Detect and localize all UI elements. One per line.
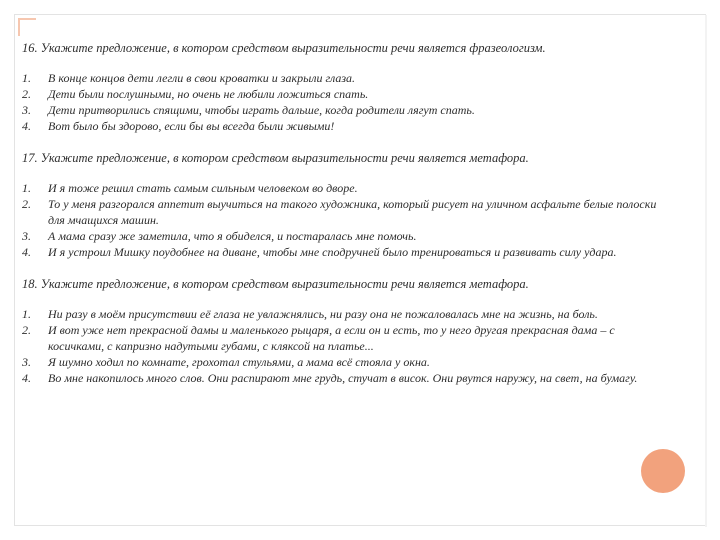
- answer-option: [22, 180, 672, 196]
- option-number: 1.: [22, 71, 31, 85]
- right-edge-rule: [705, 15, 707, 527]
- option-text: Вот было бы здорово, если бы вы всегда были живыми!: [48, 119, 335, 133]
- question-17: [22, 150, 672, 260]
- accent-circle-decoration: [641, 449, 685, 493]
- answer-option: [22, 86, 672, 102]
- option-text: И я устроил Мишку поудобнее на диване, чтобы мне сподручней было тренироваться и развивать силу удара.: [48, 245, 617, 259]
- answer-option: [22, 118, 672, 134]
- option-number: 1.: [22, 307, 31, 321]
- answer-option: [22, 322, 672, 354]
- option-number: 2.: [22, 323, 31, 337]
- answer-option: [22, 102, 672, 118]
- question-16: [22, 40, 672, 134]
- option-text: В конце концов дети легли в свои кроватки и закрыли глаза.: [48, 71, 356, 85]
- option-text: А мама сразу же заметила, что я обиделся, и постаралась мне помочь.: [48, 229, 417, 243]
- answer-list: [22, 70, 672, 134]
- answer-option: [22, 70, 672, 86]
- option-text: Дети были послушными, но очень не любили ложиться спать.: [48, 87, 369, 101]
- option-number: 2.: [22, 87, 31, 101]
- option-number: 3.: [22, 103, 31, 117]
- option-text: То у меня разгорался аппетит выучиться на такого художника, который рисует на уличном асфальте белые полоски для мчащихся машин.: [48, 197, 657, 227]
- slide-content: [22, 40, 672, 402]
- option-text: Ни разу в моём присутствии её глаза не увлажнялись, ни разу она не пожаловалась мне на жизнь, на боль.: [48, 307, 598, 321]
- answer-list: [22, 306, 672, 386]
- corner-decoration: [18, 18, 36, 36]
- option-number: 4.: [22, 245, 31, 259]
- question-title: 17. Укажите предложение, в котором средством выразительности речи является метафора.: [22, 151, 529, 165]
- answer-option: [22, 228, 672, 244]
- question-title: 16. Укажите предложение, в котором средством выразительности речи является фразеологизм.: [22, 41, 546, 55]
- answer-option: [22, 370, 672, 386]
- answer-option: [22, 196, 672, 228]
- option-number: 3.: [22, 355, 31, 369]
- answer-option: [22, 354, 672, 370]
- option-text: Дети притворились спящими, чтобы играть дальше, когда родители лягут спать.: [48, 103, 475, 117]
- option-number: 2.: [22, 197, 31, 211]
- answer-list: [22, 180, 672, 260]
- option-text: И я тоже решил стать самым сильным человеком во дворе.: [48, 181, 358, 195]
- answer-option: [22, 306, 672, 322]
- option-number: 1.: [22, 181, 31, 195]
- question-title: 18. Укажите предложение, в котором средством выразительности речи является метафора.: [22, 277, 529, 291]
- answer-option: [22, 244, 672, 260]
- option-number: 4.: [22, 371, 31, 385]
- option-text: Во мне накопилось много слов. Они распирают мне грудь, стучат в висок. Они рвутся наружу, на свет, на бумагу.: [48, 371, 638, 385]
- question-18: [22, 276, 672, 386]
- option-text: И вот уже нет прекрасной дамы и маленького рыцаря, а если он и есть, то у него другая прекрасная дама – с косичками, с капризно надутыми губами, с кляксой на платье...: [48, 323, 615, 353]
- option-number: 3.: [22, 229, 31, 243]
- option-number: 4.: [22, 119, 31, 133]
- option-text: Я шумно ходил по комнате, грохотал стульями, а мама всё стояла у окна.: [48, 355, 430, 369]
